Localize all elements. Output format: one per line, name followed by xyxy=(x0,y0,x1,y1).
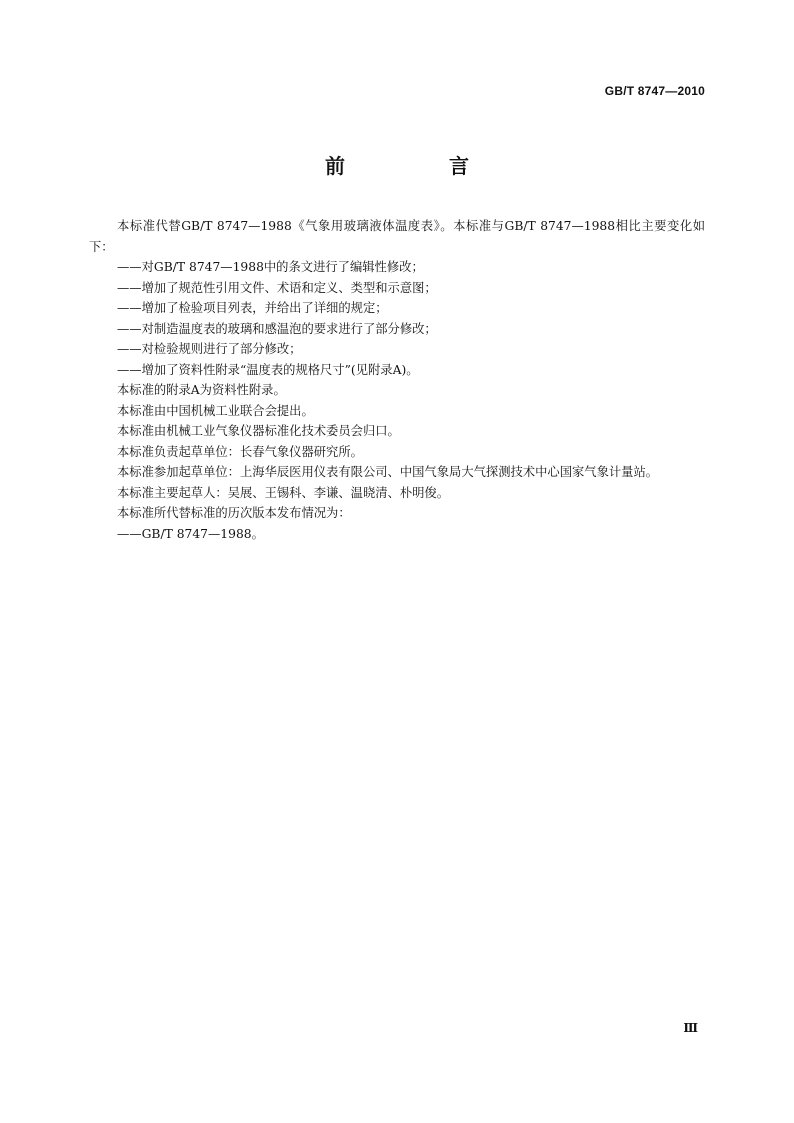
change-item-inspection-rules: ——对检验规则进行了部分修改； xyxy=(117,342,302,356)
history-item: ——GB/T 8747—1988。 xyxy=(117,526,264,541)
change-item-editorial: ——对GB/T 8747—1988中的条文进行了编辑性修改； xyxy=(117,260,424,274)
paragraph-intro: 本标准代替GB/T 8747—1988《气象用玻璃液体温度表》。本标准与GB/T 8747—1988相比主要变化如下： xyxy=(89,219,705,254)
change-item-annex: ——增加了资料性附录“温度表的规格尺寸”(见附录A)。 xyxy=(117,362,419,377)
change-item-inspection-list: ——增加了检验项目列表，并给出了详细的规定； xyxy=(117,301,388,315)
change-item-references: ——增加了规范性引用文件、术语和定义、类型和示意图； xyxy=(117,280,437,295)
page-number: Ⅲ xyxy=(683,1021,698,1035)
paragraph-annex-note: 本标准的附录A为资料性附录。 xyxy=(117,383,286,397)
change-item-glass-bulb: ——对制造温度表的玻璃和感温泡的要求进行了部分修改； xyxy=(117,321,437,336)
paragraph-drafters: 本标准主要起草人：吴展、王锡科、李谦、温晓清、朴明俊。 xyxy=(117,485,450,500)
paragraph-centralized-by: 本标准由机械工业气象仪器标准化技术委员会归口。 xyxy=(117,424,400,438)
paragraph-drafting-unit: 本标准负责起草单位：长春气象仪器研究所。 xyxy=(117,444,363,459)
paragraph-history: 本标准所代替标准的历次版本发布情况为： xyxy=(117,506,351,520)
paragraph-participating-units: 本标准参加起草单位：上海华辰医用仪表有限公司、中国气象局大气探测技术中心国家气象计量站。 xyxy=(117,465,659,479)
foreword-body xyxy=(89,216,705,544)
paragraph-proposed-by: 本标准由中国机械工业联合会提出。 xyxy=(117,403,314,418)
page-title: 前 言 xyxy=(325,154,511,178)
standard-code: GB/T 8747—2010 xyxy=(604,84,705,98)
